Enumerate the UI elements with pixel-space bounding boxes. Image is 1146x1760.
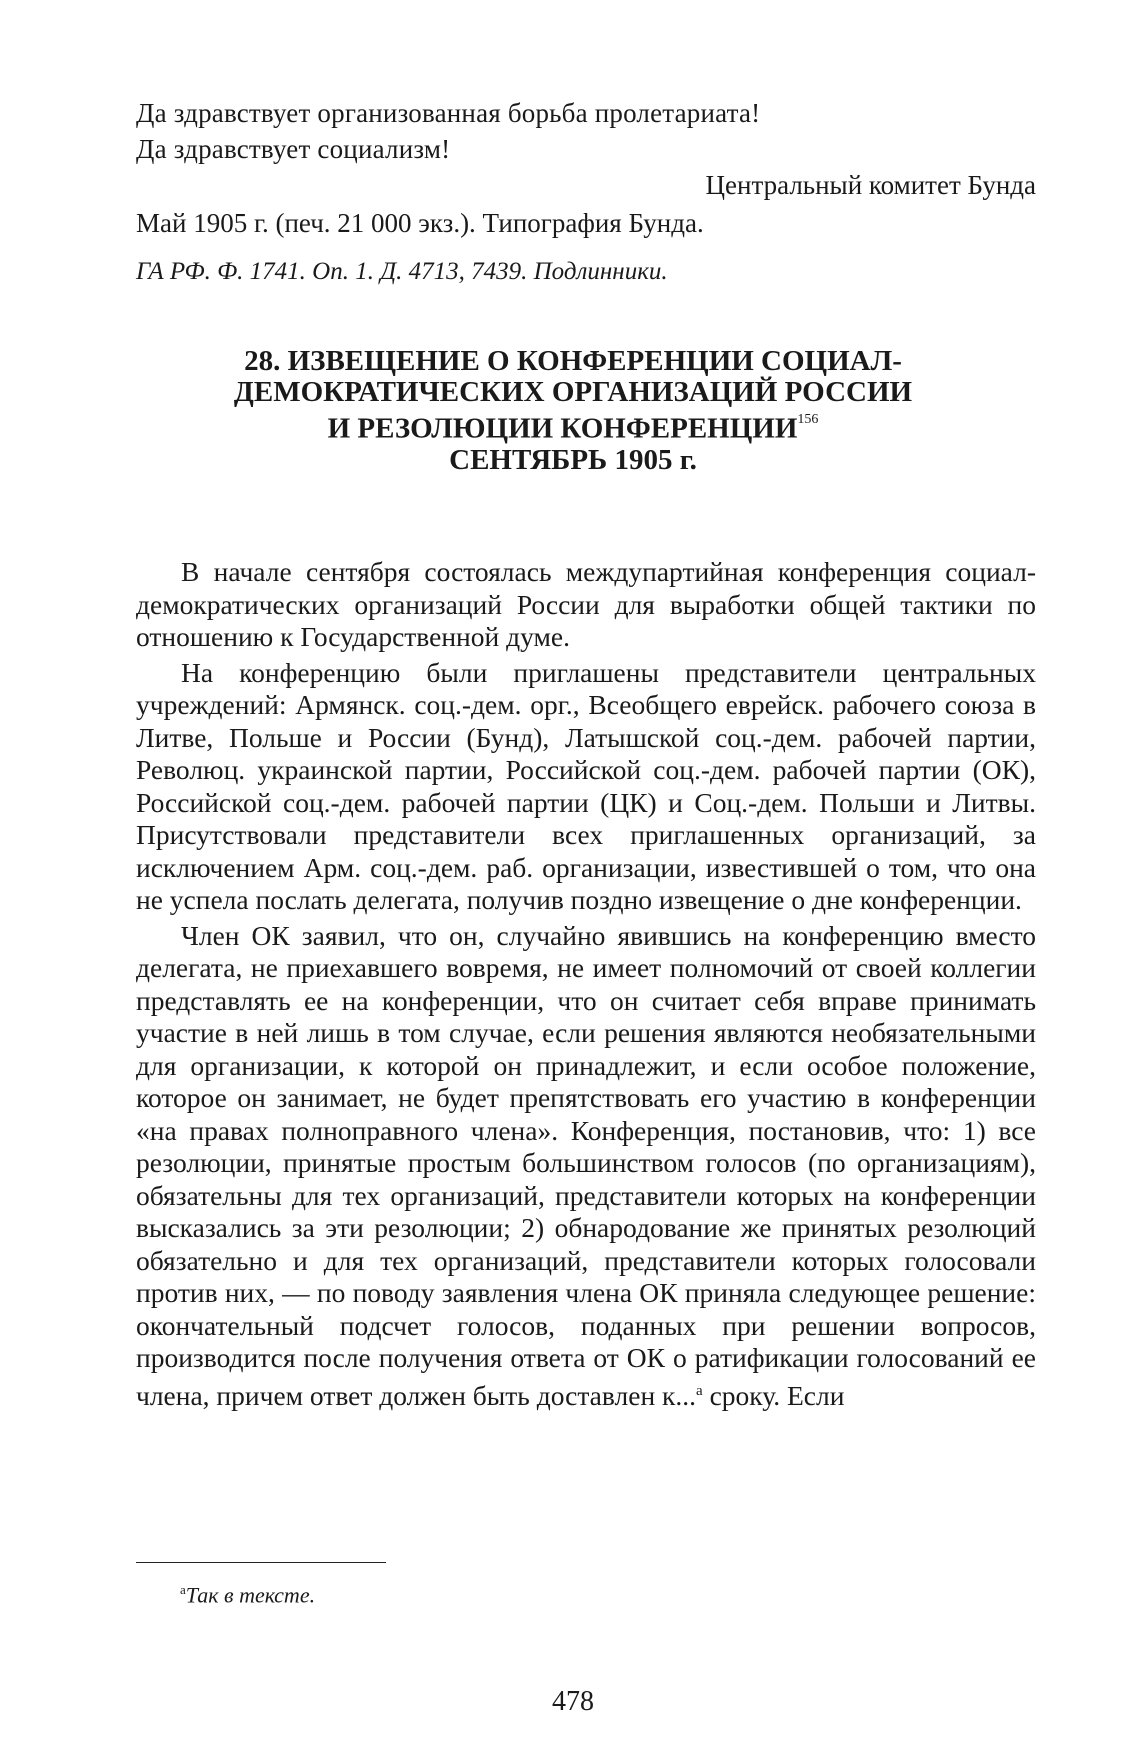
body-text bbox=[136, 556, 1036, 1412]
heading-line-text: И РЕЗОЛЮЦИИ КОНФЕРЕНЦИИ bbox=[327, 412, 798, 445]
footnote-mark: а bbox=[180, 1582, 186, 1597]
footnote-reference: а bbox=[696, 1382, 703, 1399]
slogan-line: Да здравствует организованная борьба пролетариата! bbox=[136, 98, 761, 128]
heading-line: ДЕМОКРАТИЧЕСКИХ ОРГАНИЗАЦИЙ РОССИИ bbox=[233, 376, 913, 408]
page-number: 478 bbox=[552, 1686, 594, 1717]
signature: Центральный комитет Бунда bbox=[705, 170, 1036, 200]
footnote-text: Так в тексте. bbox=[185, 1582, 316, 1608]
paragraph: На конференцию были приглашены представители центральных учреждений: Армянск. соц.-дем. орг., Всеобщего еврейск. рабочего союза в Литве, Польше и России (Бунд), Латышской соц.-дем. рабочей партии, Революц. украинской партии, Российской соц.-дем. рабочей партии (ОК), Российской соц.-дем. рабочей партии (ЦК) и Соц.-дем. Польши и Литвы. Присутствовали представители всех приглашенных организаций, за исключением Арм. соц.-дем. раб. организации, известившей о том, что она не успела послать делегата, получив поздно извещение о дне конференции. bbox=[136, 656, 1036, 915]
archive-reference: ГА РФ. Ф. 1741. Оп. 1. Д. 4713, 7439. Подлинники. bbox=[136, 258, 668, 285]
section-heading bbox=[0, 346, 1146, 476]
heading-line: 28. ИЗВЕЩЕНИЕ О КОНФЕРЕНЦИИ СОЦИАЛ- bbox=[244, 345, 902, 377]
paragraph: В начале сентября состоялась междупартийная конференция социал-демократических организаций России для выработки общей тактики по отношению к Государственной думе. bbox=[136, 556, 1036, 652]
paragraph-text: Член ОК заявил, что он, случайно явившись на конференцию вместо делегата, не приехавшего вовремя, не имеет полномочий от своей коллегии представлять ее на конференции, что он считает себя вправе принимать участие в ней лишь в том случае, если решения являются необязательными для организации, к которой он принадлежит, и если особое положение, которое он занимает, не будет препятствовать его участию в конференции «на правах полноправного члена». Конференция, постановив, что: 1) все резолюции, принятые простым большинством голосов (по организациям), обязательны для тех организаций, представители которых на конференции высказались за эти резолюции; 2) обнародование же принятых резолюций обязательно и для тех организаций, представители которых голосовали против них, — по поводу заявления члена ОК приняла следующее решение: окончательный подсчет голосов, поданных при решении вопросов, производится после получения ответа от ОК о ратификации голосований ее члена, причем ответ должен быть доставлен к... bbox=[136, 919, 1036, 1411]
footnote-divider bbox=[136, 1562, 386, 1563]
imprint-line: Май 1905 г. (печ. 21 000 экз.). Типография Бунда. bbox=[136, 208, 704, 238]
heading-date: СЕНТЯБРЬ 1905 г. bbox=[449, 443, 697, 476]
slogan-line: Да здравствует социализм! bbox=[136, 134, 451, 164]
paragraph bbox=[136, 920, 1036, 1413]
heading-line bbox=[0, 408, 1146, 445]
endnote-reference: 156 bbox=[797, 412, 819, 427]
footnote bbox=[180, 1582, 315, 1608]
paragraph-text-tail: сроку. Если bbox=[702, 1379, 845, 1411]
